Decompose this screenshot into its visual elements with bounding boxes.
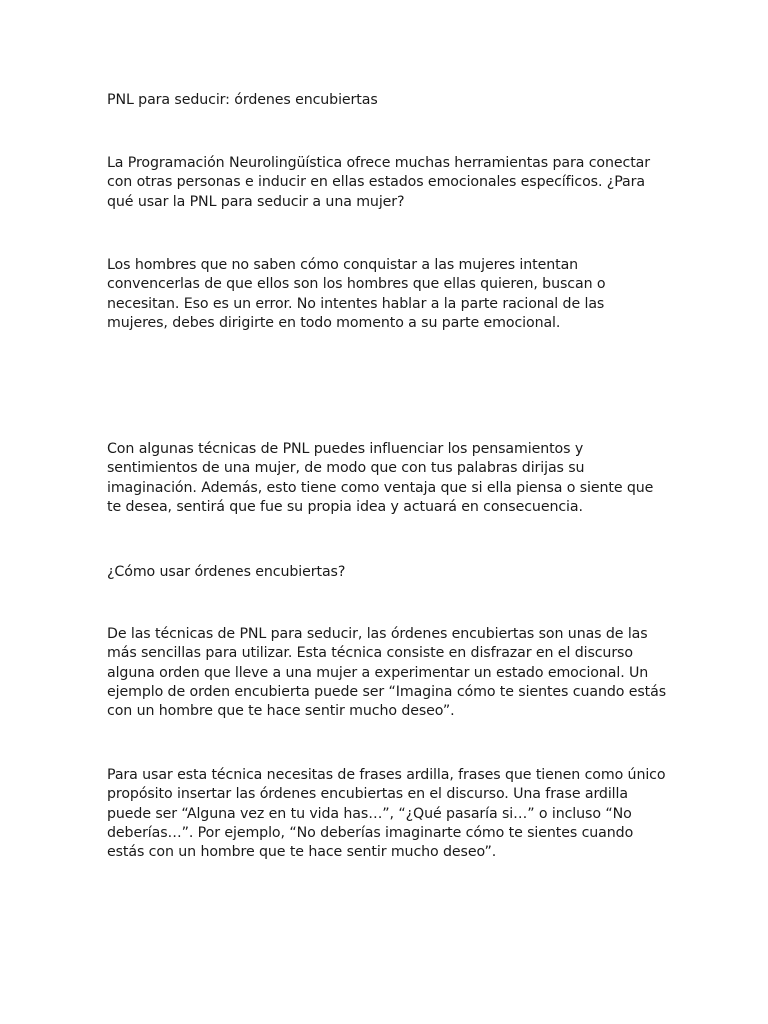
title-text: PNL para seducir: órdenes encubiertas [107, 92, 378, 108]
paragraph-line: alguna orden que lleve a una mujer a experimentar un estado emocional. Un [107, 664, 649, 681]
paragraph-line: Para usar esta técnica necesitas de frases ardilla, frases que tienen como único [107, 767, 666, 783]
paragraph-line: ejemplo de orden encubierta puede ser “Imagina cómo te sientes cuando estás [107, 683, 666, 700]
paragraph-line: propósito insertar las órdenes encubiertas en el discurso. Una frase ardilla [107, 786, 628, 803]
paragraph-line: imaginación. Además, esto tiene como ventaja que si ella piensa o siente que [107, 479, 654, 496]
paragraph-line: Con algunas técnicas de PNL puedes influenciar los pensamientos y [107, 441, 584, 457]
paragraph-line: con otras personas e inducir en ellas estados emocionales específicos. ¿Para [107, 174, 645, 191]
paragraph-techniques [107, 440, 667, 517]
paragraph-line: necesitan. Eso es un error. No intentes hablar a la parte racional de las [107, 295, 605, 312]
paragraph-line: estás con un hombre que te hace sentir mucho deseo”. [107, 844, 497, 861]
paragraph-line: sentimientos de una mujer, de modo que con tus palabras dirijas su [107, 460, 585, 477]
paragraph-line: mujeres, debes dirigirte en todo momento a su parte emocional. [107, 314, 561, 331]
paragraph-intro [107, 154, 667, 212]
paragraph-squirrel-phrases [107, 766, 667, 862]
subtitle-text: ¿Cómo usar órdenes encubiertas? [107, 564, 346, 580]
paragraph-line: qué usar la PNL para seducir a una mujer? [107, 193, 405, 210]
section-subtitle [107, 563, 667, 582]
paragraph-line: convencerlas de que ellos son los hombres que ellas quieren, buscan o [107, 276, 606, 293]
paragraph-line: Los hombres que no saben cómo conquistar a las mujeres intentan [107, 257, 579, 273]
paragraph-line: te desea, sentirá que fue su propia idea y actuará en consecuencia. [107, 498, 583, 515]
paragraph-line: deberías…”. Por ejemplo, “No deberías imaginarte cómo te sientes cuando [107, 824, 634, 841]
paragraph-line: puede ser “Alguna vez en tu vida has…”, “¿Qué pasaría si…” o incluso “No [107, 805, 632, 822]
paragraph-line: De las técnicas de PNL para seducir, las órdenes encubiertas son unas de las [107, 626, 648, 642]
paragraph-line: con un hombre que te hace sentir mucho deseo”. [107, 703, 455, 720]
paragraph-covert-orders [107, 625, 667, 721]
paragraph-men-error [107, 256, 667, 333]
paragraph-line: La Programación Neurolingüística ofrece muchas herramientas para conectar [107, 155, 650, 171]
paragraph-line: más sencillas para utilizar. Esta técnica consiste en disfrazar en el discurso [107, 645, 633, 662]
document-title [107, 91, 667, 110]
